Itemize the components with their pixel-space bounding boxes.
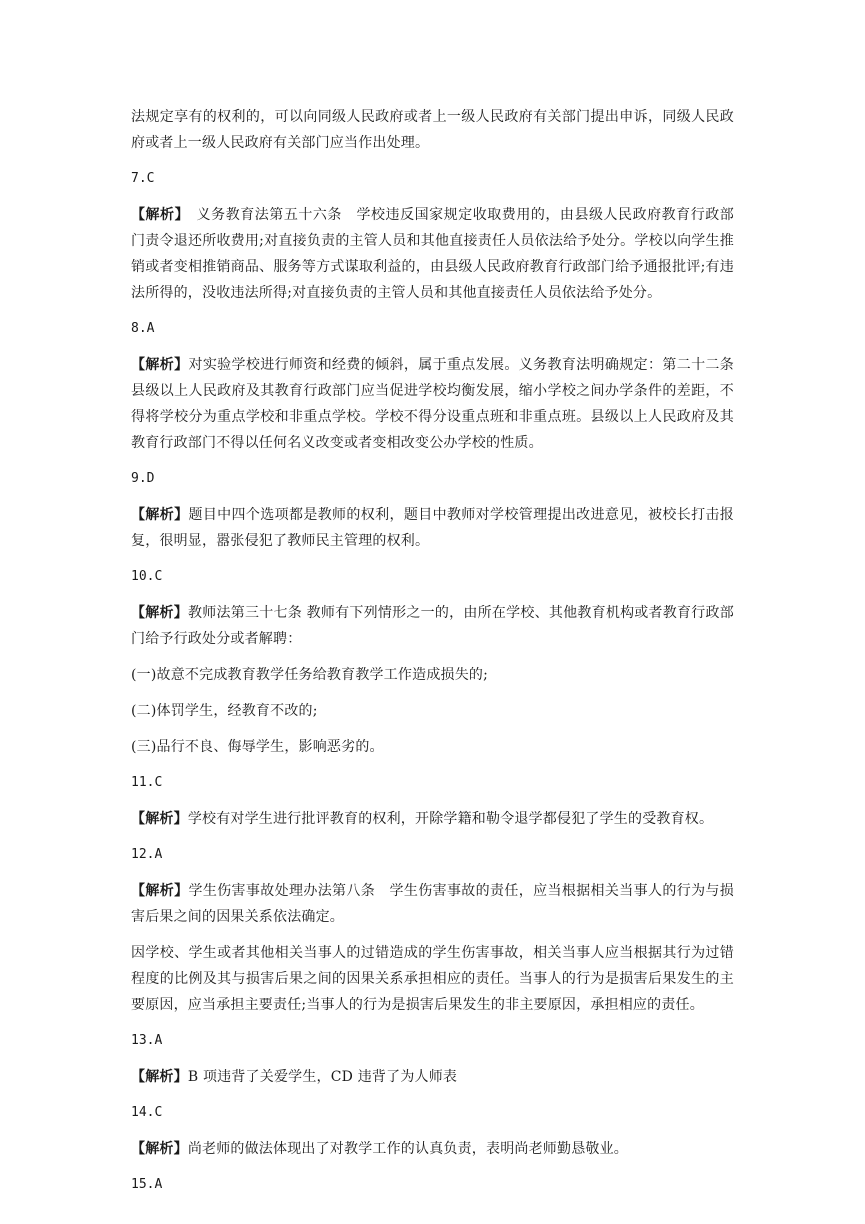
analysis-text: 学生伤害事故处理办法第八条 学生伤害事故的责任，应当根据相关当事人的行为与损害后果之间的因果关系依法确定。 xyxy=(131,883,734,925)
question-answer-number: 14.C xyxy=(131,1105,163,1120)
analysis-paragraph xyxy=(131,502,734,554)
analysis-text: 教师法第三十七条 教师有下列情形之一的，由所在学校、其他教育机构或者教育行政部门给予行政处分或者解聘： xyxy=(131,605,734,647)
analysis-text: 尚老师的做法体现出了对教学工作的认真负责，表明尚老师勤恳敬业。 xyxy=(187,1141,629,1157)
analysis-text: 义务教育法第五十六条 学校违反国家规定收取费用的，由县级人民政府教育行政部门责令退还所收费用;对直接负责的主管人员和其他直接责任人员依法给予处分。学校以向学生推销或者变相推销商品、服务等方式谋取利益的，由县级人民政府教育行政部门给予通报批评;有违法所得的，没收违法所得;对直接负责的主管人员和其他直接责任人员依法给予处分。 xyxy=(131,207,734,301)
body-paragraph: (二)体罚学生，经教育不改的; xyxy=(131,703,318,719)
analysis-text: B 项违背了关爱学生，CD 违背了为人师表 xyxy=(187,1069,458,1085)
question-answer-number: 7.C xyxy=(131,171,155,186)
body-paragraph: (三)品行不良、侮辱学生，影响恶劣的。 xyxy=(131,739,384,755)
analysis-paragraph xyxy=(131,806,734,832)
analysis-paragraph xyxy=(131,202,734,306)
analysis-paragraph xyxy=(131,600,734,652)
analysis-label: 【解析】 xyxy=(131,507,189,523)
analysis-paragraph xyxy=(131,352,749,456)
analysis-paragraph xyxy=(131,1136,734,1162)
analysis-label: 【解析】 xyxy=(131,357,189,373)
question-answer-number: 13.A xyxy=(131,1033,163,1048)
question-answer-number: 15.A xyxy=(131,1177,163,1192)
question-answer-number: 9.D xyxy=(131,471,155,486)
question-answer-number: 11.C xyxy=(131,775,163,790)
question-answer-number: 8.A xyxy=(131,321,155,336)
analysis-text: 题目中四个选项都是教师的权利，题目中教师对学校管理提出改进意见，被校长打击报复，很明显，嚣张侵犯了教师民主管理的权利。 xyxy=(131,507,734,549)
analysis-label: 【解析】 xyxy=(131,1141,188,1157)
analysis-paragraph xyxy=(131,1064,734,1090)
analysis-text: 对实验学校进行师资和经费的倾斜，属于重点发展。义务教育法明确规定：第二十二条 县级以上人民政府及其教育行政部门应当促进学校均衡发展，缩小学校之间办学条件的差距，不得将学校分为重点学校和非重点学校。学校不得分设重点班和非重点班。县级以上人民政府及其教育行政部门不得以任何名义改变或者变相改变公办学校的性质。 xyxy=(131,357,749,451)
body-paragraph: 法规定享有的权利的，可以向同级人民政府或者上一级人民政府有关部门提出申诉，同级人民政府或者上一级人民政府有关部门应当作出处理。 xyxy=(131,109,734,151)
body-paragraph: (一)故意不完成教育教学任务给教育教学工作造成损失的; xyxy=(131,667,489,683)
question-answer-number: 10.C xyxy=(131,569,163,584)
analysis-label: 【解析】 xyxy=(131,811,188,827)
analysis-label: 【解析】 xyxy=(131,207,183,223)
body-paragraph: 因学校、学生或者其他相关当事人的过错造成的学生伤害事故，相关当事人应当根据其行为过错程度的比例及其与损害后果之间的因果关系承担相应的责任。当事人的行为是损害后果发生的主要原因，应当承担主要责任;当事人的行为是损害后果发生的非主要原因，承担相应的责任。 xyxy=(131,945,734,1013)
analysis-label: 【解析】 xyxy=(131,883,189,899)
analysis-text: 学校有对学生进行批评教育的权利，开除学籍和勒令退学都侵犯了学生的受教育权。 xyxy=(187,811,714,827)
document-page xyxy=(131,104,749,1208)
analysis-label: 【解析】 xyxy=(131,605,188,621)
question-answer-number: 12.A xyxy=(131,847,163,862)
analysis-paragraph xyxy=(131,878,734,930)
analysis-label: 【解析】 xyxy=(131,1069,188,1085)
